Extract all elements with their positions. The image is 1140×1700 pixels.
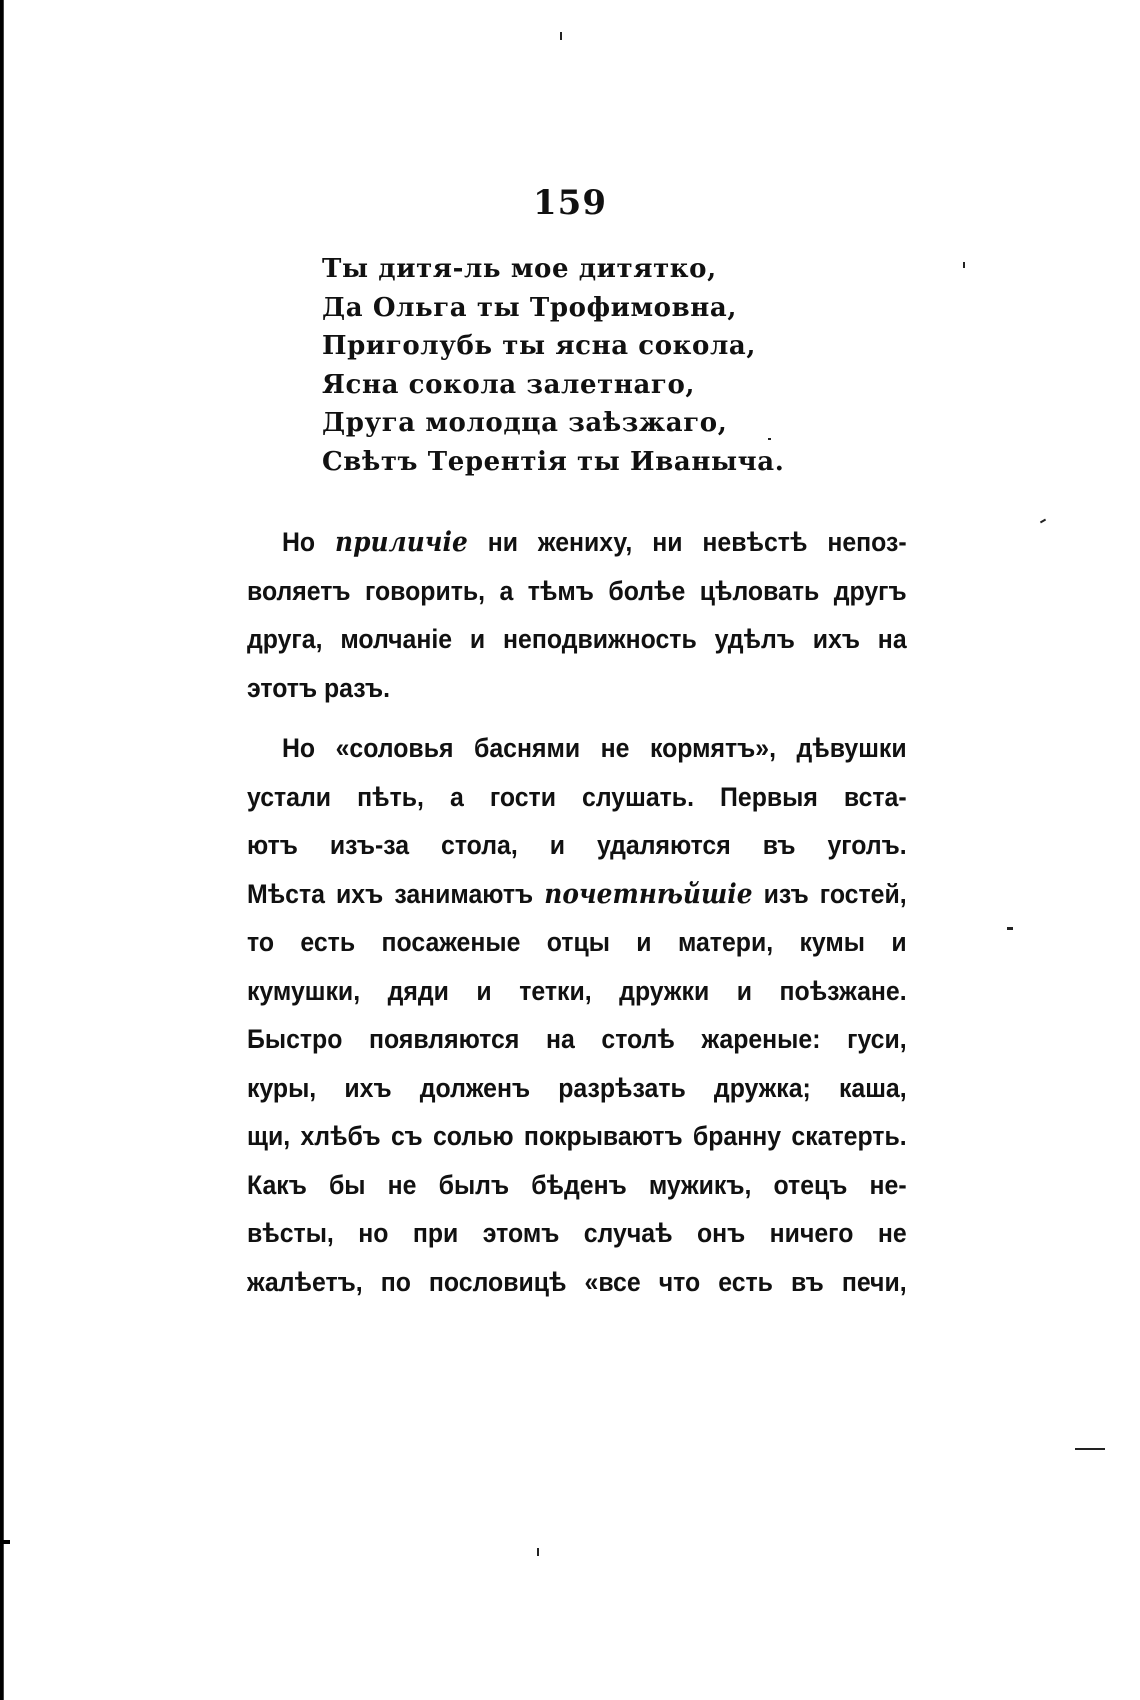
paragraph-feast bbox=[247, 724, 907, 1306]
text-line: Быстро появляются на столѣ жареные: гуси, bbox=[247, 1024, 907, 1054]
text-line: друга, молчаніе и неподвижность удѣлъ ихъ на bbox=[247, 624, 907, 654]
emphasis-word: почетнѣйшіе bbox=[544, 878, 753, 910]
text-line: жалѣетъ, по пословицѣ «все что есть въ печи, bbox=[247, 1266, 907, 1297]
text-line: устали пѣть, а гости слушать. Первыя вста- bbox=[247, 781, 907, 812]
text-line: то есть посаженые отцы и матери, кумы и bbox=[247, 927, 907, 957]
scan-speck bbox=[768, 438, 771, 440]
text-line: кумушки, дяди и тетки, дружки и поѣзжане. bbox=[247, 975, 907, 1006]
verse-line: Да Ольга ты Трофимовна, bbox=[322, 292, 738, 323]
emphasis-word: приличіе bbox=[335, 527, 468, 558]
scan-speck bbox=[1075, 1448, 1105, 1450]
text-line bbox=[247, 518, 907, 567]
text-line: воляетъ говорить, а тѣмъ болѣе цѣловать другъ bbox=[247, 575, 907, 606]
text-line bbox=[247, 870, 907, 919]
text-run: ни жениху, ни невѣстѣ непоз- bbox=[467, 527, 907, 557]
verse-line: Приголубь ты ясна сокола, bbox=[322, 331, 757, 361]
page-number: 159 bbox=[533, 183, 607, 223]
text-line: Но «соловья баснями не кормятъ», дѣвушки bbox=[281, 733, 907, 763]
text-line: куры, ихъ долженъ разрѣзать дружка; каша, bbox=[247, 1072, 907, 1103]
scan-speck bbox=[537, 1548, 539, 1556]
text-line: Какъ бы не былъ бѣденъ мужикъ, отецъ не- bbox=[247, 1169, 907, 1200]
verse-line: Ты дитя-ль мое дитятко, bbox=[322, 254, 717, 284]
verse-line: Свѣтъ Терентія ты Иваныча. bbox=[322, 446, 785, 477]
song-verse bbox=[322, 250, 882, 481]
page-left-edge bbox=[0, 0, 4, 1700]
text-run: изъ гостей, bbox=[752, 878, 907, 909]
text-line: вѣсты, но при этомъ случаѣ онъ ничего не bbox=[247, 1218, 907, 1248]
text-line: щи, хлѣбъ съ солью покрываютъ бранну скатерть. bbox=[247, 1121, 907, 1151]
paragraph-propriety bbox=[247, 518, 907, 712]
text-line: этотъ разъ. bbox=[247, 672, 390, 703]
text-line: ютъ изъ-за стола, и удаляются въ уголъ. bbox=[247, 830, 907, 860]
verse-line: Друга молодца заѣзжаго, bbox=[322, 408, 728, 438]
text-run: Но bbox=[281, 527, 336, 557]
scan-speck bbox=[1040, 519, 1046, 524]
verse-line: Ясна сокола залетнаго, bbox=[322, 369, 696, 400]
scan-speck bbox=[1007, 927, 1013, 930]
page-left-edge-foot bbox=[0, 1540, 10, 1544]
scan-speck bbox=[560, 32, 562, 40]
scan-speck bbox=[963, 262, 965, 268]
text-run: Мѣста ихъ занимаютъ bbox=[247, 878, 545, 909]
